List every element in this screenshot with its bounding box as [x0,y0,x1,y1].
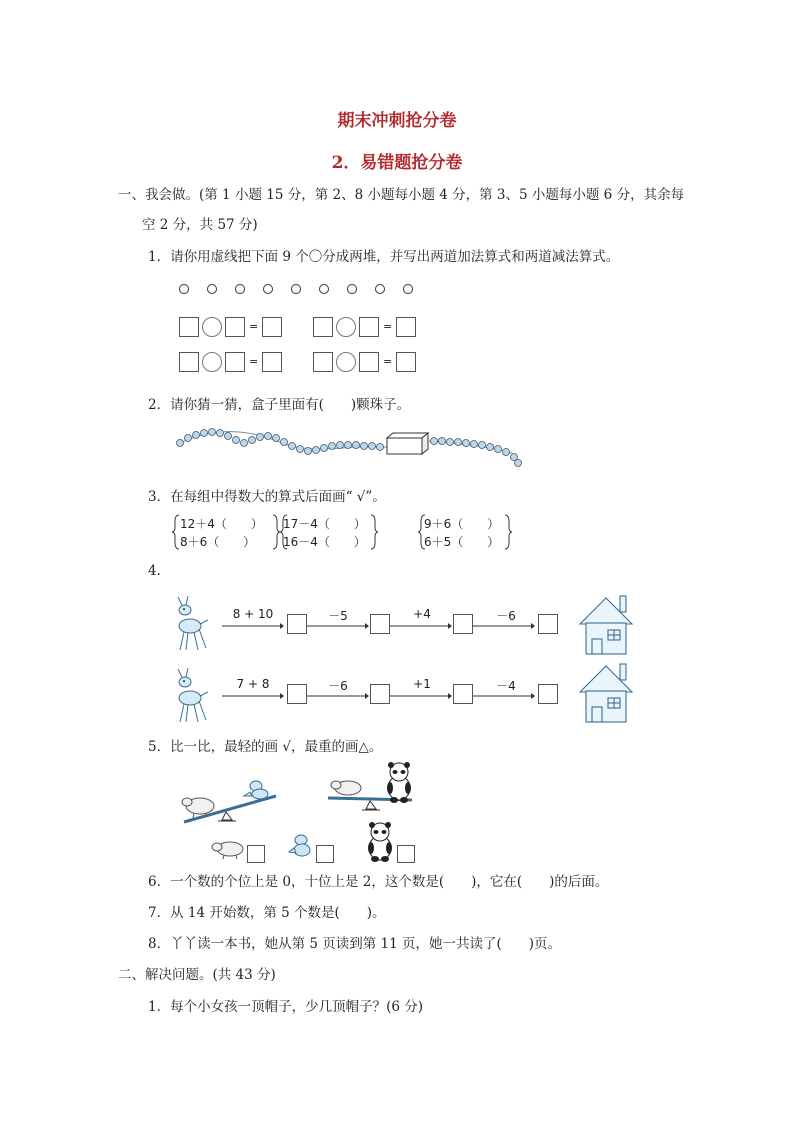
operator-circle[interactable] [336,317,356,337]
q6-text: 6．一个数的个位上是 0，十位上是 2，这个数是( )，它在( )的后面。 [148,874,609,890]
section2-q1-text: 1．每个小女孩一顶帽子，少几顶帽子？(6 分) [148,999,424,1015]
equals-sign: = [383,320,393,333]
q3-expr: 16－4（ ） [283,535,366,549]
arrow-icon [390,622,452,630]
answer-box[interactable] [316,845,334,863]
brace-left [172,514,180,550]
q3-expr: 17－4（ ） [283,517,366,531]
panda-icon [366,822,394,862]
answer-box[interactable] [396,352,416,372]
arrow-icon [390,692,452,700]
arrow-label: 7 + 8 [236,677,270,691]
answer-box[interactable] [179,317,199,337]
circle-3 [235,284,245,294]
brace-right [504,514,512,550]
page-title: 期末冲刺抢分卷 [337,111,457,131]
answer-box[interactable] [179,352,199,372]
q3-expr: 8＋6（ ） [180,535,256,549]
brace-right [272,514,280,550]
q3-expr: 6＋5（ ） [424,535,500,549]
deer-icon [172,666,214,726]
operator-circle[interactable] [336,352,356,372]
arrow-label: －5 [328,609,348,623]
answer-box[interactable] [453,684,473,704]
arrow-icon [222,692,284,700]
answer-box[interactable] [538,684,558,704]
answer-box[interactable] [453,614,473,634]
arrow-label: +4 [413,607,431,621]
equals-sign: = [249,355,259,368]
answer-box[interactable] [359,317,379,337]
operator-circle[interactable] [202,317,222,337]
arrow-label: 8 + 10 [232,607,274,621]
circle-6 [319,284,329,294]
sheep-icon [331,781,361,795]
operator-circle[interactable] [202,352,222,372]
q4-text: 4． [148,563,171,579]
answer-box[interactable] [225,317,245,337]
arrow-label: －6 [496,609,516,623]
seesaw-sheep-bird-illustration [178,774,288,830]
circle-8 [375,284,385,294]
q1-text: 1．请你用虚线把下面 9 个〇分成两堆，并写出两道加法算式和两道减法算式。 [148,249,620,265]
panda-icon [387,762,411,803]
brace-right [370,514,378,550]
house-icon [578,662,634,724]
section1-heading-line1: 一、我会做。(第 1 小题 15 分，第 2、8 小题每小题 4 分，第 3、5 小题每小题 6 分，其余每 [118,187,685,203]
circle-9 [403,284,413,294]
circle-2 [207,284,217,294]
q2-text: 2．请你猜一猜，盒子里面有( )颗珠子。 [148,397,411,413]
arrow-icon [222,622,284,630]
arrow-label: －4 [496,679,516,693]
answer-box[interactable] [397,845,415,863]
q8-text: 8．丫丫读一本书，她从第 5 页读到第 11 页，她一共读了( )页。 [148,936,562,952]
section1-heading-line2: 空 2 分，共 57 分) [142,217,258,233]
answer-box[interactable] [538,614,558,634]
q5-text: 5．比一比，最轻的画 √，最重的画△。 [148,739,383,755]
bird-icon [288,832,314,862]
q3-text: 3．在每组中得数大的算式后面画“ √”。 [148,489,386,505]
answer-box[interactable] [262,317,282,337]
circle-4 [263,284,273,294]
box-shape [387,433,428,454]
answer-box[interactable] [396,317,416,337]
equals-sign: = [383,355,393,368]
q7-text: 7．从 14 开始数，第 5 个数是( )。 [148,905,386,921]
answer-box[interactable] [225,352,245,372]
bead-string-illustration [172,425,532,475]
q3-expr: 12＋4（ ） [180,517,263,531]
answer-box[interactable] [262,352,282,372]
circle-7 [347,284,357,294]
circle-1 [179,284,189,294]
answer-box[interactable] [313,317,333,337]
arrow-label: －6 [328,679,348,693]
page-subtitle: 2．易错题抢分卷 [331,153,463,173]
equals-sign: = [249,320,259,333]
q3-expr: 9＋6（ ） [424,517,500,531]
arrow-label: +1 [413,677,431,691]
answer-box[interactable] [359,352,379,372]
section2-heading: 二、解决问题。(共 43 分) [118,967,276,983]
deer-icon [172,594,214,654]
bird-icon [244,781,268,799]
answer-box[interactable] [313,352,333,372]
sheep-icon [210,838,246,860]
circle-5 [291,284,301,294]
answer-box[interactable] [247,845,265,863]
house-icon [578,594,634,656]
